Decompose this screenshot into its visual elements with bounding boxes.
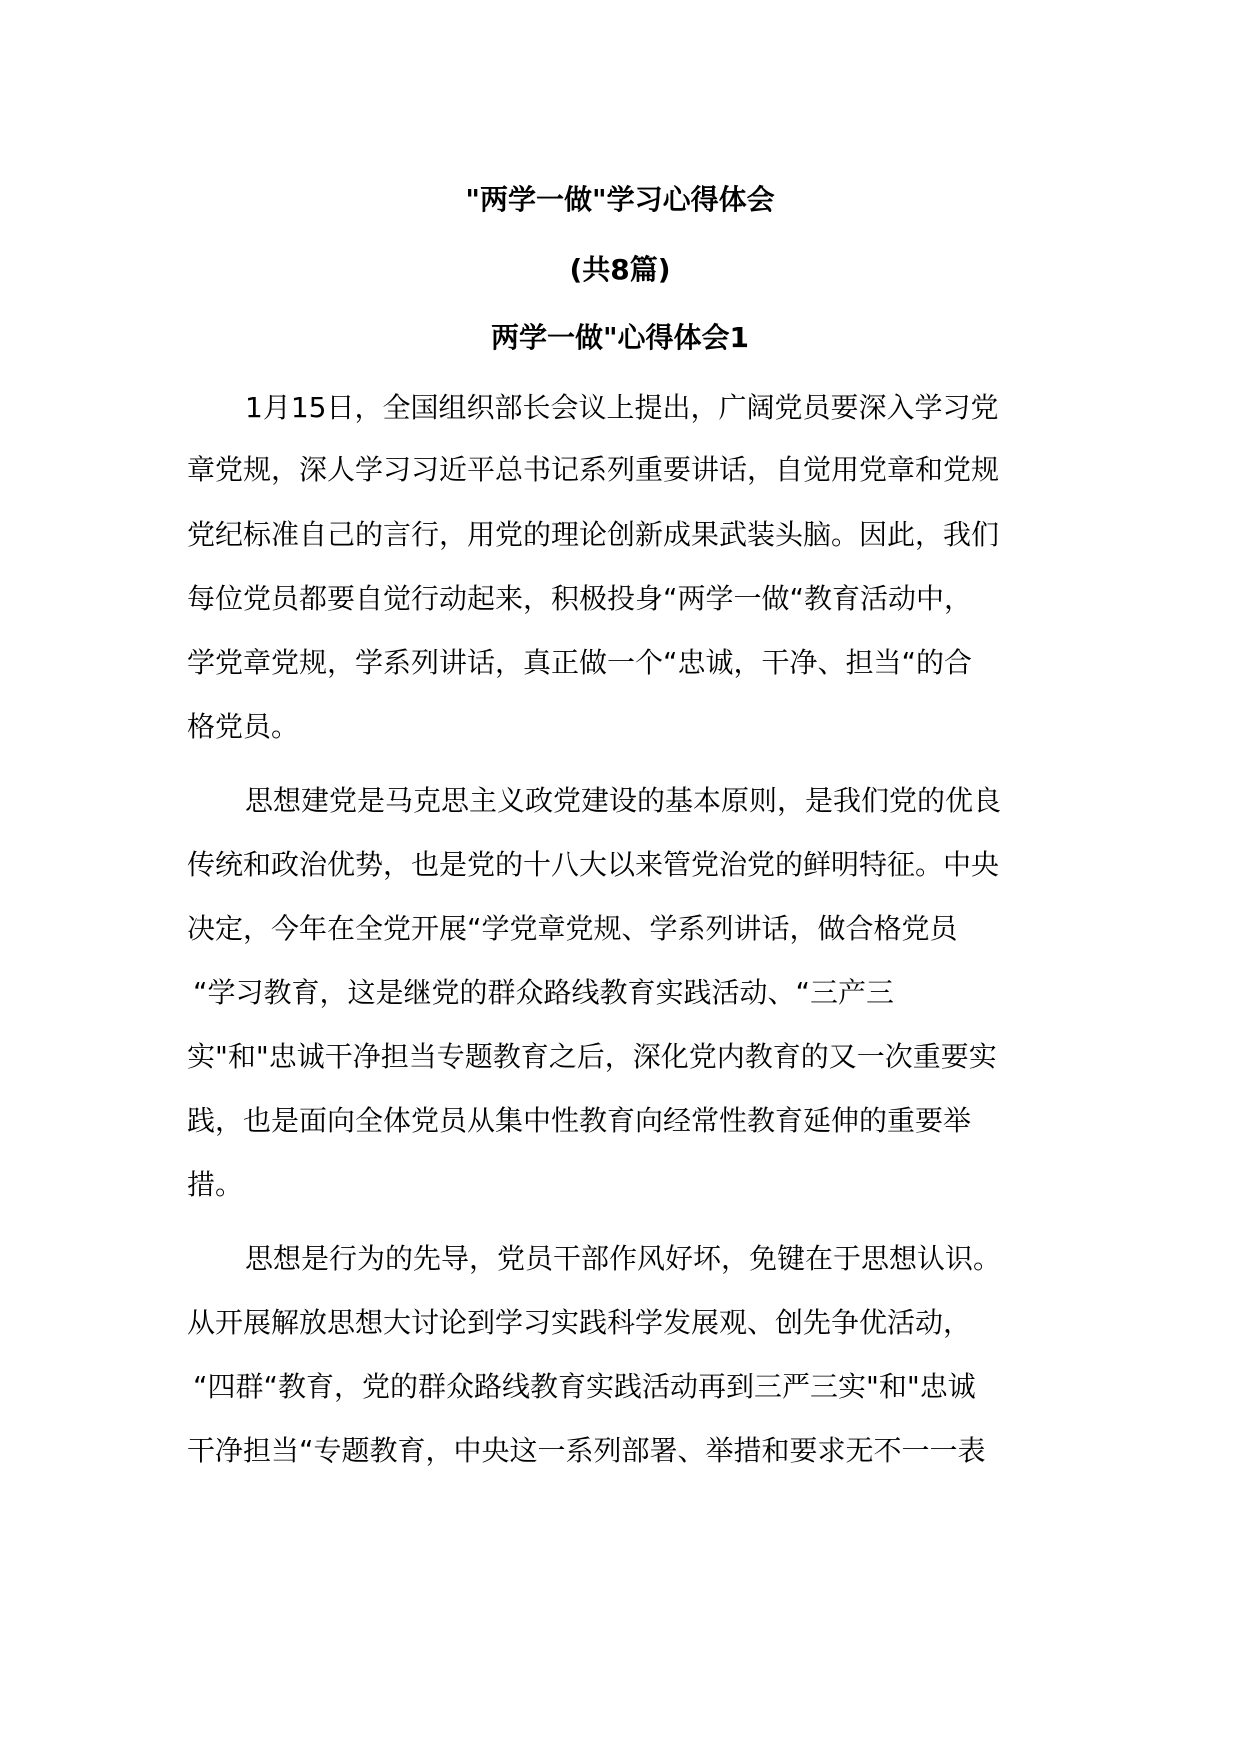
paragraph-line: 实"和"忠诚干净担当专题教育之后，深化党内教育的又一次重要实 bbox=[187, 1040, 997, 1073]
paragraph-line: 从开展解放思想大讨论到学习实践科学发展观、创先争优活动， bbox=[187, 1306, 972, 1339]
paragraph-line: 传统和政治优势，也是党的十八大以来管党治党的鲜明特征。中央 bbox=[187, 848, 1000, 881]
paragraph-line: 决定，今年在全党开展“学党章党规、学系列讲话，做合格党员 bbox=[187, 912, 958, 945]
paragraph-line: “学习教育，这是继党的群众路线教育实践活动、“三产三 bbox=[193, 976, 895, 1009]
paragraph-line: 每位党员都要自觉行动起来，积极投身“两学一做“教育活动中， bbox=[187, 582, 973, 615]
paragraph-line: 干净担当“专题教育，中央这一系列部署、举措和要求无不一一表 bbox=[187, 1434, 986, 1467]
paragraph-line: 措。 bbox=[187, 1168, 244, 1201]
paragraph-line: 章党规，深人学习习近平总书记系列重要讲话，自觉用党章和党规 bbox=[187, 453, 1000, 486]
section-title: 两学一做"心得体会1 bbox=[490, 321, 750, 354]
paragraph-line: 学党章党规，学系列讲话，真正做一个“忠诚，干净、担当“的合 bbox=[187, 646, 973, 679]
paragraph-line: 践，也是面向全体党员从集中性教育向经常性教育延伸的重要举 bbox=[187, 1104, 972, 1137]
document-subtitle: (共8篇) bbox=[569, 253, 671, 286]
paragraph-line: 思想是行为的先导，党员干部作风好坏，免键在于思想认识。 bbox=[245, 1242, 1002, 1275]
document-title: "两学一做"学习心得体会 bbox=[465, 183, 775, 216]
paragraph-line: 党纪标准自己的言行，用党的理论创新成果武装头脑。因此，我们 bbox=[187, 518, 1000, 551]
paragraph-line: “四群“教育，党的群众路线教育实践活动再到三严三实"和"忠诚 bbox=[193, 1370, 976, 1403]
paragraph-line: 1月15日，全国组织部长会议上提出，广阔党员要深入学习党 bbox=[245, 391, 999, 424]
paragraph-line: 思想建党是马克思主义政党建设的基本原则，是我们党的优良 bbox=[245, 784, 1002, 817]
paragraph-line: 格党员。 bbox=[187, 710, 300, 743]
